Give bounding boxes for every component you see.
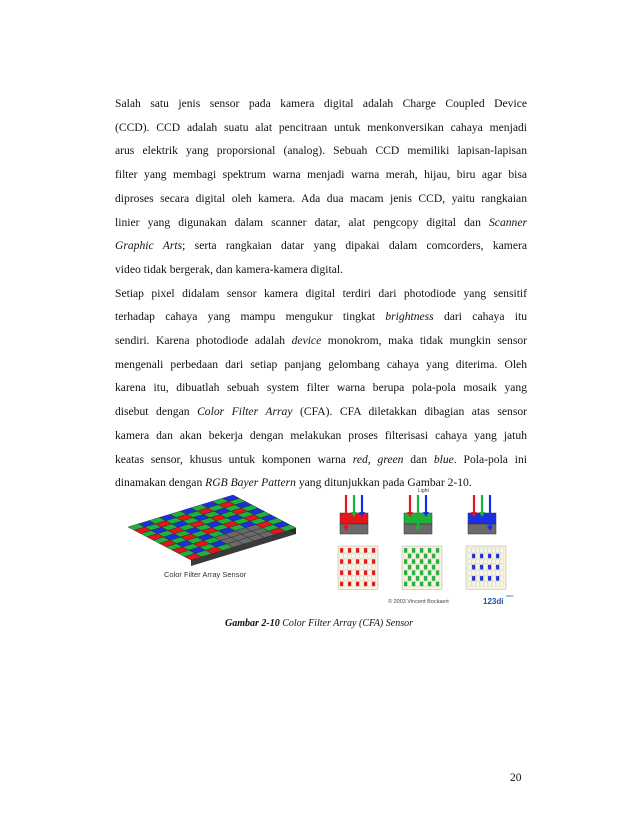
text-line xyxy=(115,187,527,211)
pattern-cell xyxy=(472,570,475,575)
pattern-cell xyxy=(352,559,355,564)
pattern-cell xyxy=(412,554,415,559)
pattern-cell xyxy=(412,565,415,570)
pattern-cell xyxy=(408,582,411,587)
pattern-cell xyxy=(368,559,371,564)
pattern-cell xyxy=(436,548,439,553)
pattern-cell xyxy=(496,548,499,553)
italic-term: Color Filter Array xyxy=(197,405,293,419)
pattern-cell xyxy=(372,554,375,559)
pattern-cell xyxy=(348,582,351,587)
pattern-cell xyxy=(348,570,351,575)
pattern-cell xyxy=(500,582,503,587)
pattern-cell xyxy=(356,548,359,553)
text-line xyxy=(115,424,527,448)
pattern-cell xyxy=(468,570,471,575)
pattern-cell xyxy=(472,548,475,553)
pattern-cell xyxy=(408,565,411,570)
pattern-cell xyxy=(476,565,479,570)
cfa-figure xyxy=(118,483,538,613)
pattern-cell xyxy=(420,565,423,570)
pattern-cell xyxy=(500,554,503,559)
italic-term: Scanner xyxy=(489,215,527,229)
caption-text: Color Filter Array (CFA) Sensor xyxy=(279,618,413,629)
pattern-cell xyxy=(348,576,351,581)
pattern-cell xyxy=(352,565,355,570)
text-line xyxy=(115,353,527,377)
text-run: disebut dengan xyxy=(115,405,198,419)
pattern-cell xyxy=(364,554,367,559)
pattern-cell xyxy=(412,576,415,581)
pattern-cell xyxy=(472,576,475,581)
pattern-cell xyxy=(344,548,347,553)
pattern-cell xyxy=(436,565,439,570)
pattern-cell xyxy=(352,582,355,587)
italic-term: RGB Bayer Pattern xyxy=(205,476,296,490)
pattern-cell xyxy=(404,576,407,581)
pattern-cell xyxy=(364,570,367,575)
pattern-cell xyxy=(424,570,427,575)
pattern-cell xyxy=(492,582,495,587)
pattern-cell xyxy=(480,565,483,570)
text-run: monokrom, maka tidak mungkin sensor xyxy=(321,334,527,348)
pattern-cell xyxy=(484,576,487,581)
pattern-cell xyxy=(468,554,471,559)
pattern-cell xyxy=(348,554,351,559)
pattern-cell xyxy=(340,570,343,575)
pattern-cell xyxy=(428,582,431,587)
pattern-cell xyxy=(436,559,439,564)
pattern-cell xyxy=(348,548,351,553)
pattern-cell xyxy=(368,554,371,559)
pattern-cell xyxy=(424,576,427,581)
pattern-cell xyxy=(364,559,367,564)
filter-columns xyxy=(340,495,496,534)
pattern-cell xyxy=(352,576,355,581)
pattern-cell xyxy=(492,565,495,570)
text-line xyxy=(115,448,527,472)
pattern-cell xyxy=(368,570,371,575)
italic-term: device xyxy=(291,334,322,348)
pattern-cell xyxy=(356,559,359,564)
pattern-cell xyxy=(340,554,343,559)
pattern-cell xyxy=(472,559,475,564)
pattern-cell xyxy=(420,576,423,581)
pattern-cell xyxy=(484,554,487,559)
pattern-cell xyxy=(356,570,359,575)
text-line xyxy=(115,163,527,187)
pattern-cell xyxy=(432,570,435,575)
pattern-cell xyxy=(340,582,343,587)
pattern-cell xyxy=(436,554,439,559)
brand-logo: 123di xyxy=(483,597,504,606)
pattern-cell xyxy=(476,548,479,553)
pattern-cell xyxy=(480,554,483,559)
text-run: kamera dan akan bekerja dengan melakukan proses filterisasi cahaya yang jatuh xyxy=(115,428,527,442)
pattern-cell xyxy=(348,565,351,570)
text-line xyxy=(115,282,527,306)
text-line xyxy=(115,211,527,235)
pattern-cell xyxy=(368,576,371,581)
text-run: dari cahaya itu xyxy=(433,310,528,324)
pattern-cell xyxy=(412,570,415,575)
pattern-cell xyxy=(360,582,363,587)
pattern-cell xyxy=(372,565,375,570)
pattern-cell xyxy=(364,565,367,570)
pattern-cell xyxy=(356,582,359,587)
pattern-cell xyxy=(496,559,499,564)
pattern-cell xyxy=(488,559,491,564)
pattern-cell xyxy=(416,582,419,587)
text-run: Setiap pixel didalam sensor kamera digital terdiri dari photodiode yang sensitif xyxy=(115,286,527,300)
pattern-cell xyxy=(488,570,491,575)
pattern-cell xyxy=(428,570,431,575)
pattern-cell xyxy=(404,565,407,570)
paragraph-cfa xyxy=(115,282,527,495)
pattern-cell xyxy=(488,548,491,553)
pattern-cell xyxy=(484,548,487,553)
pattern-cell xyxy=(496,570,499,575)
text-line xyxy=(115,116,527,140)
pattern-cell xyxy=(488,576,491,581)
pattern-cell xyxy=(484,570,487,575)
pattern-cell xyxy=(340,576,343,581)
pattern-cell xyxy=(412,548,415,553)
pattern-cell xyxy=(496,565,499,570)
pattern-cell xyxy=(340,548,343,553)
pattern-cell xyxy=(416,570,419,575)
pattern-cell xyxy=(408,559,411,564)
pattern-cell xyxy=(496,582,499,587)
pattern-cell xyxy=(372,582,375,587)
pattern-cell xyxy=(488,554,491,559)
photodiode-block xyxy=(468,524,496,534)
pattern-cell xyxy=(404,548,407,553)
italic-term: red xyxy=(352,452,368,466)
pattern-cell xyxy=(408,576,411,581)
pattern-cell xyxy=(432,582,435,587)
pattern-cell xyxy=(360,554,363,559)
pattern-cell xyxy=(364,548,367,553)
pattern-cell xyxy=(476,576,479,581)
pattern-cell xyxy=(368,565,371,570)
pattern-cell xyxy=(432,548,435,553)
pattern-cell xyxy=(424,554,427,559)
pattern-cell xyxy=(428,559,431,564)
pattern-cell xyxy=(476,582,479,587)
pattern-cell xyxy=(416,576,419,581)
text-run: , xyxy=(367,452,378,466)
pattern-cell xyxy=(492,554,495,559)
text-run: Salah satu jenis sensor pada kamera digital adalah Charge Coupled Device xyxy=(115,97,527,110)
text-run: mengenali perbedaan dari setiap panjang gelombang cahaya yang diterima. Oleh xyxy=(115,357,527,371)
italic-term: Graphic Arts xyxy=(115,239,183,253)
pattern-cell xyxy=(416,559,419,564)
text-run: dinamakan dengan xyxy=(115,476,206,490)
pattern-cell xyxy=(436,570,439,575)
pattern-cell xyxy=(476,559,479,564)
pattern-cell xyxy=(408,554,411,559)
pattern-cell xyxy=(372,576,375,581)
pattern-cell xyxy=(344,559,347,564)
pattern-cell xyxy=(416,565,419,570)
pattern-cell xyxy=(472,565,475,570)
pattern-cell xyxy=(372,548,375,553)
pattern-cell xyxy=(492,570,495,575)
pattern-cell xyxy=(348,559,351,564)
text-run: (CCD). CCD adalah suatu alat pencitraan untuk menkonversikan cahaya menjadi xyxy=(115,120,527,134)
pattern-cell xyxy=(488,565,491,570)
pattern-cell xyxy=(356,576,359,581)
pattern-cell xyxy=(500,576,503,581)
pattern-cell xyxy=(428,554,431,559)
pattern-cell xyxy=(428,548,431,553)
pattern-cell xyxy=(420,548,423,553)
pattern-cell xyxy=(404,559,407,564)
pattern-cell xyxy=(352,570,355,575)
pattern-cell xyxy=(492,576,495,581)
pattern-cell xyxy=(420,582,423,587)
bayer-mosaic-3d xyxy=(128,495,296,566)
pattern-cell xyxy=(360,565,363,570)
brand-logo-sup: com xyxy=(506,593,514,598)
pattern-cell xyxy=(404,582,407,587)
text-run: keatas sensor, khusus untuk komponen warna xyxy=(115,452,353,466)
pattern-cell xyxy=(496,554,499,559)
pattern-cell xyxy=(372,559,375,564)
pattern-cell xyxy=(344,554,347,559)
pattern-cell xyxy=(468,582,471,587)
text-line xyxy=(115,139,527,163)
pattern-cell xyxy=(492,559,495,564)
pattern-cell xyxy=(416,548,419,553)
cfa-illustration xyxy=(118,483,538,613)
pattern-cell xyxy=(468,576,471,581)
pattern-cell xyxy=(488,582,491,587)
pattern-cell xyxy=(344,570,347,575)
pattern-cell xyxy=(484,559,487,564)
paragraph-ccd xyxy=(115,92,527,282)
pattern-cell xyxy=(424,559,427,564)
pattern-cell xyxy=(412,559,415,564)
text-line xyxy=(115,234,527,258)
text-run: ; serta rangkaian datar yang dipakai dalam comcorders, kamera xyxy=(182,239,527,253)
pattern-cell xyxy=(496,576,499,581)
pattern-cell xyxy=(356,554,359,559)
italic-term: green xyxy=(377,452,404,466)
text-run: filter yang membagi spektrum warna menjadi warna merah, hijau, biru agar bisa xyxy=(115,168,527,182)
pattern-cell xyxy=(360,570,363,575)
pattern-cell xyxy=(420,570,423,575)
pattern-cell xyxy=(364,582,367,587)
text-run: karena itu, dibuatlah sebuah system filter warna berupa pola-pola mosaik yang xyxy=(115,381,527,395)
text-run: diproses secara digital oleh kamera. Ada dua macam jenis CCD, yaitu rangkaian xyxy=(115,191,527,205)
pattern-cell xyxy=(404,570,407,575)
pattern-cell xyxy=(420,559,423,564)
pattern-cell xyxy=(368,582,371,587)
pattern-cell xyxy=(360,559,363,564)
caption-number: Gambar 2-10 xyxy=(225,618,280,629)
pattern-cell xyxy=(408,570,411,575)
pattern-cell xyxy=(472,582,475,587)
text-line xyxy=(115,305,527,329)
text-line xyxy=(115,376,527,400)
text-line xyxy=(115,92,527,116)
pattern-cell xyxy=(492,548,495,553)
photodiode-block xyxy=(340,524,368,534)
pattern-cell xyxy=(500,570,503,575)
text-run: . Pola-pola ini xyxy=(453,452,527,466)
pattern-cell xyxy=(476,554,479,559)
pattern-cell xyxy=(416,554,419,559)
pattern-cell xyxy=(480,582,483,587)
text-line xyxy=(115,329,527,353)
pattern-cell xyxy=(468,548,471,553)
figure-caption xyxy=(0,618,638,629)
text-run: terhadap cahaya yang mampu mengukur tingkat xyxy=(115,310,386,324)
pattern-cell xyxy=(432,565,435,570)
text-run: linier yang digunakan dalam scanner datar, alat pengcopy digital dan xyxy=(115,215,489,229)
text-run: yang ditunjukkan pada Gambar 2-10. xyxy=(295,476,472,490)
pattern-cell xyxy=(372,570,375,575)
text-run: (CFA). CFA diletakkan dibagian atas sensor xyxy=(292,405,527,419)
pattern-cell xyxy=(432,576,435,581)
italic-term: brightness xyxy=(385,310,434,324)
pattern-cell xyxy=(500,565,503,570)
sensor-label: Color Filter Array Sensor xyxy=(164,570,247,579)
pattern-cell xyxy=(356,565,359,570)
text-run: arus elektrik yang proporsional (analog). Sebuah CCD memiliki lapisan-lapisan xyxy=(115,144,527,158)
pattern-cell xyxy=(436,576,439,581)
pattern-cell xyxy=(432,559,435,564)
pattern-cell xyxy=(428,576,431,581)
pattern-cell xyxy=(424,548,427,553)
pattern-cell xyxy=(368,548,371,553)
pattern-cell xyxy=(480,576,483,581)
pattern-cell xyxy=(352,554,355,559)
pattern-cell xyxy=(428,565,431,570)
pattern-cell xyxy=(436,582,439,587)
copyright-text: © 2003 Vincent Bockaert xyxy=(388,599,449,605)
pattern-cell xyxy=(468,565,471,570)
pattern-cell xyxy=(344,576,347,581)
body-text xyxy=(115,92,527,495)
italic-term: blue xyxy=(433,452,454,466)
pattern-cell xyxy=(404,554,407,559)
pattern-cell xyxy=(484,565,487,570)
pattern-cell xyxy=(424,582,427,587)
pattern-cell xyxy=(340,559,343,564)
light-label: Light xyxy=(418,488,429,494)
filter-patterns xyxy=(338,546,506,589)
pattern-cell xyxy=(424,565,427,570)
pattern-cell xyxy=(500,548,503,553)
pattern-cell xyxy=(480,559,483,564)
text-run: sendiri. Karena photodiode adalah xyxy=(115,334,292,348)
pattern-cell xyxy=(344,565,347,570)
pattern-cell xyxy=(480,570,483,575)
pattern-cell xyxy=(484,582,487,587)
pattern-cell xyxy=(480,548,483,553)
pattern-cell xyxy=(408,548,411,553)
pattern-cell xyxy=(364,576,367,581)
text-run: dan xyxy=(403,452,434,466)
pattern-cell xyxy=(360,576,363,581)
pattern-cell xyxy=(340,565,343,570)
pattern-cell xyxy=(500,559,503,564)
page-number: 20 xyxy=(510,772,522,784)
pattern-cell xyxy=(420,554,423,559)
pattern-cell xyxy=(360,548,363,553)
pattern-cell xyxy=(344,582,347,587)
pattern-cell xyxy=(468,559,471,564)
pattern-cell xyxy=(412,582,415,587)
text-line xyxy=(115,258,527,282)
pattern-cell xyxy=(352,548,355,553)
text-line xyxy=(115,400,527,424)
pattern-cell xyxy=(432,554,435,559)
pattern-cell xyxy=(476,570,479,575)
pattern-cell xyxy=(472,554,475,559)
text-run: video tidak bergerak, dan kamera-kamera digital. xyxy=(115,262,344,276)
